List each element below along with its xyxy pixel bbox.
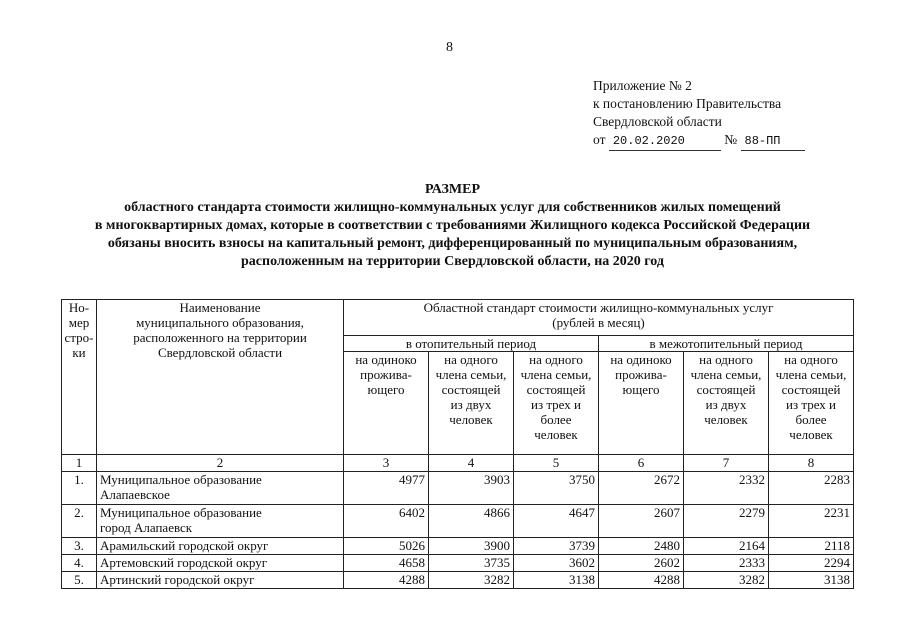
value-cell: 4866 xyxy=(429,505,514,538)
from-label: от xyxy=(593,132,606,147)
header-non-heating-two: на одного члена семьи, состоящей из двух человек xyxy=(684,352,769,455)
value-cell: 2279 xyxy=(684,505,769,538)
value-cell: 2164 xyxy=(684,538,769,555)
column-number: 2 xyxy=(97,455,344,472)
appendix-line-4 xyxy=(593,131,805,151)
column-number: 1 xyxy=(62,455,97,472)
header-heating-three: на одного члена семьи, состоящей из трех и более человек xyxy=(514,352,599,455)
value-cell: 5026 xyxy=(344,538,429,555)
value-cell: 2231 xyxy=(769,505,854,538)
value-cell: 4647 xyxy=(514,505,599,538)
title-heading: РАЗМЕР xyxy=(424,182,480,197)
value-cell: 3282 xyxy=(429,572,514,589)
municipality-name: Арамильский городской округ xyxy=(97,538,344,555)
cost-standard-table xyxy=(61,299,854,589)
header-heating-single: на одиноко прожива- ющего xyxy=(344,352,429,455)
row-number: 1. xyxy=(62,472,97,505)
title-line-4: расположенным на территории Свердловской области, на 2020 год xyxy=(241,254,664,269)
value-cell: 3282 xyxy=(684,572,769,589)
header-standard: Областной стандарт стоимости жилищно-коммунальных услуг (рублей в месяц) xyxy=(344,300,854,336)
title-line-1: областного стандарта стоимости жилищно-коммунальных услуг для собственников жилых помещений xyxy=(124,200,781,215)
table-row xyxy=(62,538,854,555)
table-row xyxy=(62,505,854,538)
header-non-heating-three: на одного члена семьи, состоящей из трех и более человек xyxy=(769,352,854,455)
header-non-heating-single: на одиноко прожива- ющего xyxy=(599,352,684,455)
municipality-name: Артемовский городской округ xyxy=(97,555,344,572)
value-cell: 2294 xyxy=(769,555,854,572)
column-number: 5 xyxy=(514,455,599,472)
appendix-block xyxy=(593,77,805,151)
municipality-name: Артинский городской округ xyxy=(97,572,344,589)
column-number: 4 xyxy=(429,455,514,472)
value-cell: 3750 xyxy=(514,472,599,505)
value-cell: 3900 xyxy=(429,538,514,555)
document-title xyxy=(0,181,905,271)
value-cell: 3903 xyxy=(429,472,514,505)
table-row xyxy=(62,472,854,505)
value-cell: 2333 xyxy=(684,555,769,572)
header-row-number: Но- мер стро- ки xyxy=(62,300,97,455)
value-cell: 3735 xyxy=(429,555,514,572)
municipality-name: Муниципальное образование город Алапаевск xyxy=(97,505,344,538)
appendix-line-2: к постановлению Правительства xyxy=(593,96,782,111)
header-heating-period: в отопительный период xyxy=(344,336,599,352)
value-cell: 3138 xyxy=(769,572,854,589)
header-non-heating-period: в межотопительный период xyxy=(599,336,854,352)
value-cell: 2118 xyxy=(769,538,854,555)
row-number: 4. xyxy=(62,555,97,572)
municipality-name: Муниципальное образование Алапаевское xyxy=(97,472,344,505)
value-cell: 4288 xyxy=(344,572,429,589)
value-cell: 2672 xyxy=(599,472,684,505)
value-cell: 6402 xyxy=(344,505,429,538)
row-number: 5. xyxy=(62,572,97,589)
value-cell: 2607 xyxy=(599,505,684,538)
row-number: 3. xyxy=(62,538,97,555)
decree-number: 88-ПП xyxy=(741,132,805,151)
value-cell: 3138 xyxy=(514,572,599,589)
column-number: 8 xyxy=(769,455,854,472)
header-municipality-name: Наименование муниципального образования, расположенного на территории Свердловской области xyxy=(97,300,344,455)
number-label: № xyxy=(724,132,738,147)
value-cell: 3602 xyxy=(514,555,599,572)
value-cell: 2602 xyxy=(599,555,684,572)
appendix-line-1: Приложение № 2 xyxy=(593,78,692,93)
decree-date: 20.02.2020 xyxy=(609,132,721,151)
column-number: 7 xyxy=(684,455,769,472)
value-cell: 3739 xyxy=(514,538,599,555)
value-cell: 4288 xyxy=(599,572,684,589)
value-cell: 4658 xyxy=(344,555,429,572)
page-number: 8 xyxy=(446,40,453,55)
value-cell: 2283 xyxy=(769,472,854,505)
appendix-line-3: Свердловской области xyxy=(593,114,722,129)
value-cell: 2332 xyxy=(684,472,769,505)
title-line-3: обязаны вносить взносы на капитальный ремонт, дифференцированный по муниципальным образованиям, xyxy=(107,236,798,251)
title-line-2: в многоквартирных домах, которые в соответствии с требованиями Жилищного кодекса Российской Федерации xyxy=(94,218,811,233)
header-heating-two: на одного члена семьи, состоящей из двух человек xyxy=(429,352,514,455)
column-number: 6 xyxy=(599,455,684,472)
value-cell: 4977 xyxy=(344,472,429,505)
row-number: 2. xyxy=(62,505,97,538)
column-number: 3 xyxy=(344,455,429,472)
column-number-row xyxy=(62,455,854,472)
table-row xyxy=(62,555,854,572)
value-cell: 2480 xyxy=(599,538,684,555)
table-row xyxy=(62,572,854,589)
